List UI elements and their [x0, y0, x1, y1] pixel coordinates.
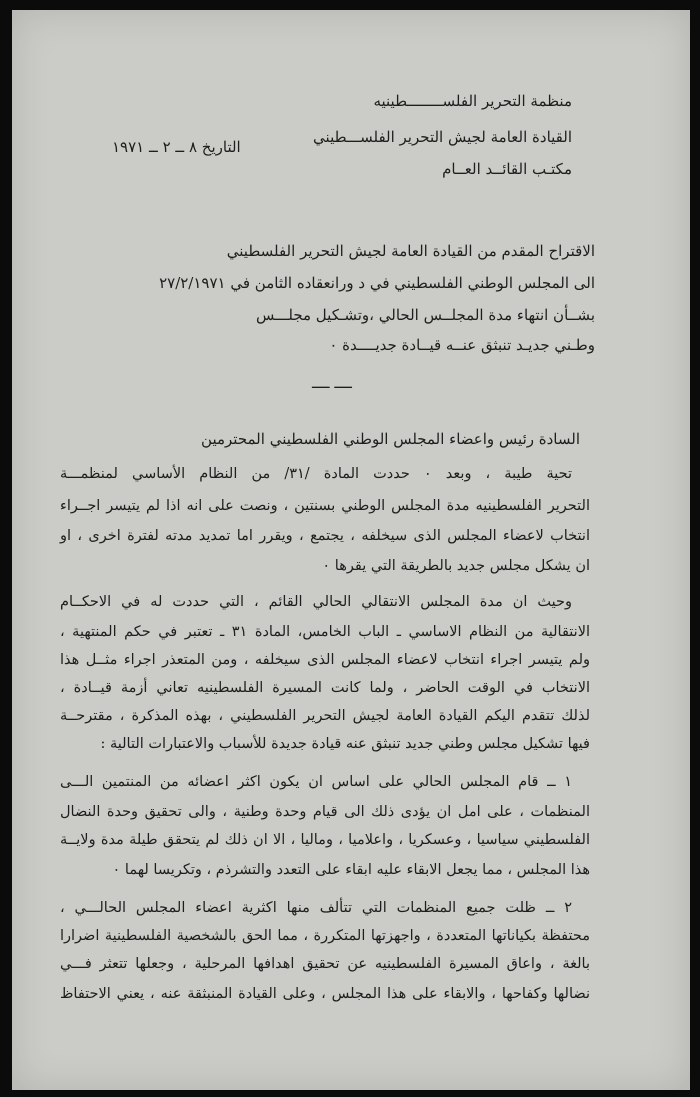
paragraph-line: الانتخاب في الوقت الحاضر ، ولما كانت المسيرة الفلسطينيه تعاني أزمة قيــادة ،: [60, 680, 590, 696]
paragraph-line: الفلسطيني سياسيا ، وعسكريا ، واعلاميا ، وماليا ، الا ان ذلك لم يتحقق طيلة مدة ولايــة: [60, 832, 590, 848]
document-page: [12, 10, 690, 1090]
paragraph-line: التحرير الفلسطينيه مدة المجلس الوطني بسنتين ، ونصت على انه اذا لم يتيسر اجــراء: [60, 498, 590, 514]
document-date: التاريخ ٨ ــ ٢ ــ ١٩٧١: [112, 138, 241, 156]
paragraph-line: ٢ ــ ظلت جميع المنظمات التي تتألف منها اكثرية اعضاء المجلس الحالـــي ،: [60, 900, 572, 916]
paragraph-line: محتفظة بكياناتها المتعددة ، واجهزتها المتكررة ، مما الحق بالشخصية الفلسطينية اضرارا: [60, 928, 590, 944]
salutation: السادة رئيس واعضاء المجلس الوطني الفلسطيني المحترمين: [201, 430, 580, 448]
paragraph-line: انتخاب لاعضاء المجلس الذى سيخلفه ، يجتمع ، ويقرر اما تمديد مدته لفترة اخرى ، او: [60, 528, 590, 544]
subject-line: بشــأن انتهاء مدة المجلــس الحالي ،وتشـكيل مجلـــس: [256, 306, 595, 324]
paragraph-line: ان يشكل مجلس جديد بالطريقة التي يقرها ٠: [322, 558, 590, 574]
paragraph-line: ١ ــ قام المجلس الحالي على اساس ان يكون اكثر اعضائه من المنتمين الـــى: [60, 774, 572, 790]
paragraph-line: فيها تشكيل مجلس وطني جديد تنبثق عنه قيادة جديدة للأسباب والاعتبارات التالية :: [100, 736, 590, 752]
paragraph-line: نضالها وكفاحها ، والابقاء على هذا المجلس ، وعلى القيادة المنبثقة عنه ، يعني الاحتفاظ: [60, 986, 590, 1002]
subject-line: الى المجلس الوطني الفلسطيني في د ورانعقاده الثامن في ٢٧/٢/١٩٧١: [159, 274, 595, 292]
paragraph-line: تحية طيبة ، وبعد ٠ حددت المادة /٣١/ من النظام الأساسي لمنظمـــة: [60, 466, 572, 482]
divider: ــــ ــــ: [312, 374, 352, 392]
command-name: القيادة العامة لجيش التحرير الفلســـطيني: [313, 128, 572, 146]
paragraph-line: ولم يتيسر اجراء انتخاب لاعضاء المجلس الذى سيخلفه ، ومن المتعذر اجراء مثــل هذا: [60, 652, 590, 668]
organization-name: منظمة التحرير الفلســــــــطينيه: [373, 92, 572, 110]
subject-line: الاقتراح المقدم من القيادة العامة لجيش التحرير الفلسطيني: [226, 242, 595, 260]
paragraph-line: وحيث ان مدة المجلس الانتقالي الحالي القائم ، التي حددت له في الاحكــام: [60, 594, 572, 610]
paragraph-line: بالغة ، واعاق المسيرة الفلسطينيه عن تحقيق اهدافها المرحلية ، وجعلها تتعثر فـــي: [60, 956, 590, 972]
subject-line: وطـني جديـد تنبثق عنــه قيــادة جديــــدة ٠: [329, 336, 595, 354]
paragraph-line: المنظمات ، على امل ان يؤدى ذلك الى قيام وحدة وطنية ، والى تحقيق وحدة النضال: [60, 804, 590, 820]
office-name: مكتـب القائــد العــام: [442, 160, 572, 178]
paragraph-line: الانتقالية من النظام الاساسي ـ الباب الخامس، المادة ٣١ ـ تعتبر في حكم المنتهية ،: [60, 624, 590, 640]
paragraph-line: هذا المجلس ، مما يجعل الابقاء عليه ابقاء على التعدد والتشرذم ، وتكريسا لهما ٠: [112, 862, 590, 878]
paragraph-line: لذلك تتقدم اليكم القيادة العامة لجيش التحرير الفلسطيني ، بهذه المذكرة ، مقترحــة: [60, 708, 590, 724]
